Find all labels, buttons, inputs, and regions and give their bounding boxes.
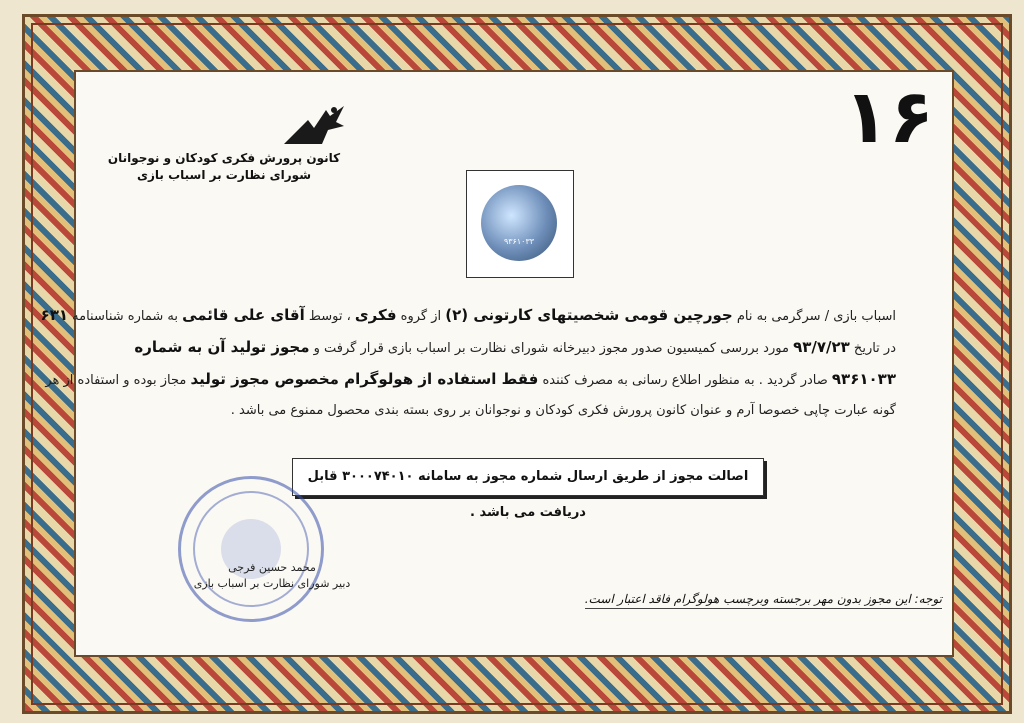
text-span: به شماره شناسنامه: [68, 309, 183, 324]
text-bold: مجوز تولید آن به شماره: [134, 338, 310, 356]
toy-group: فکری: [354, 306, 397, 324]
license-number: ۹۳۶۱۰۳۳: [831, 370, 896, 388]
signature-block: [172, 560, 372, 592]
certificate-text: [40, 300, 896, 426]
signer-name: محمد حسین فرجی: [228, 561, 316, 574]
text-span: در تاریخ: [849, 341, 896, 356]
id-number: ۶۳۱: [40, 306, 69, 324]
text-span: مورد بررسی کمیسیون صدور مجوز دبیرخانه شورای نظارت بر اسباب بازی قرار گرفت و: [309, 341, 794, 356]
text-line-3: [45, 364, 896, 396]
authenticity-box: اصالت مجوز از طریق ارسال شماره مجوز به سامانه ۳۰۰۰۷۴۰۱۰ قابل دریافت می باشد .: [292, 458, 764, 496]
producer-name: آقای علی قائمی: [182, 306, 305, 324]
text-bold: فقط استفاده از هولوگرام مخصوص مجوز تولید: [190, 370, 539, 388]
org-name: کانون پرورش فکری کودکان و نوجوانان: [107, 151, 341, 165]
hologram-code: ۹۳۶۱۰۳۳: [503, 237, 535, 246]
text-span: از گروه: [396, 309, 446, 324]
text-span: مجاز بوده و استفاده از هر: [45, 373, 191, 388]
text-span: ، توسط: [304, 309, 355, 324]
toy-name: جورچین قومی شخصیتهای کارتونی (۲): [445, 306, 733, 324]
hologram-frame: [466, 170, 574, 278]
text-line-2: [116, 332, 896, 364]
text-span: اسباب بازی / سرگرمی به نام: [732, 309, 896, 324]
text-line-1: [40, 300, 896, 332]
org-council: شورای نظارت بر اسباب بازی: [137, 168, 311, 182]
text-span: صادر گردید . به منظور اطلاع رسانی به مصرف کننده: [538, 373, 832, 388]
hologram-seal-icon: [481, 185, 557, 261]
signer-title: دبیر شورای نظارت بر اسباب بازی: [193, 577, 351, 590]
text-line-4: گونه عبارت چاپی خصوصا آرم و عنوان کانون پرورش فکری کودکان و نوجوانان بر روی بسته بندی محصول ممنوع می باشد .: [230, 403, 896, 418]
org-logo-icon: [274, 100, 354, 150]
certificate-body: [40, 70, 954, 657]
org-header: [104, 150, 344, 184]
validity-note: توجه: این مجوز بدون مهر برجسته وبرچسب هولوگرام فاقد اعتبار است.: [585, 592, 942, 609]
certificate-number: ۱۶: [843, 74, 934, 160]
review-date: ۹۳/۷/۲۳: [793, 338, 850, 356]
official-stamp-icon: [178, 476, 324, 622]
